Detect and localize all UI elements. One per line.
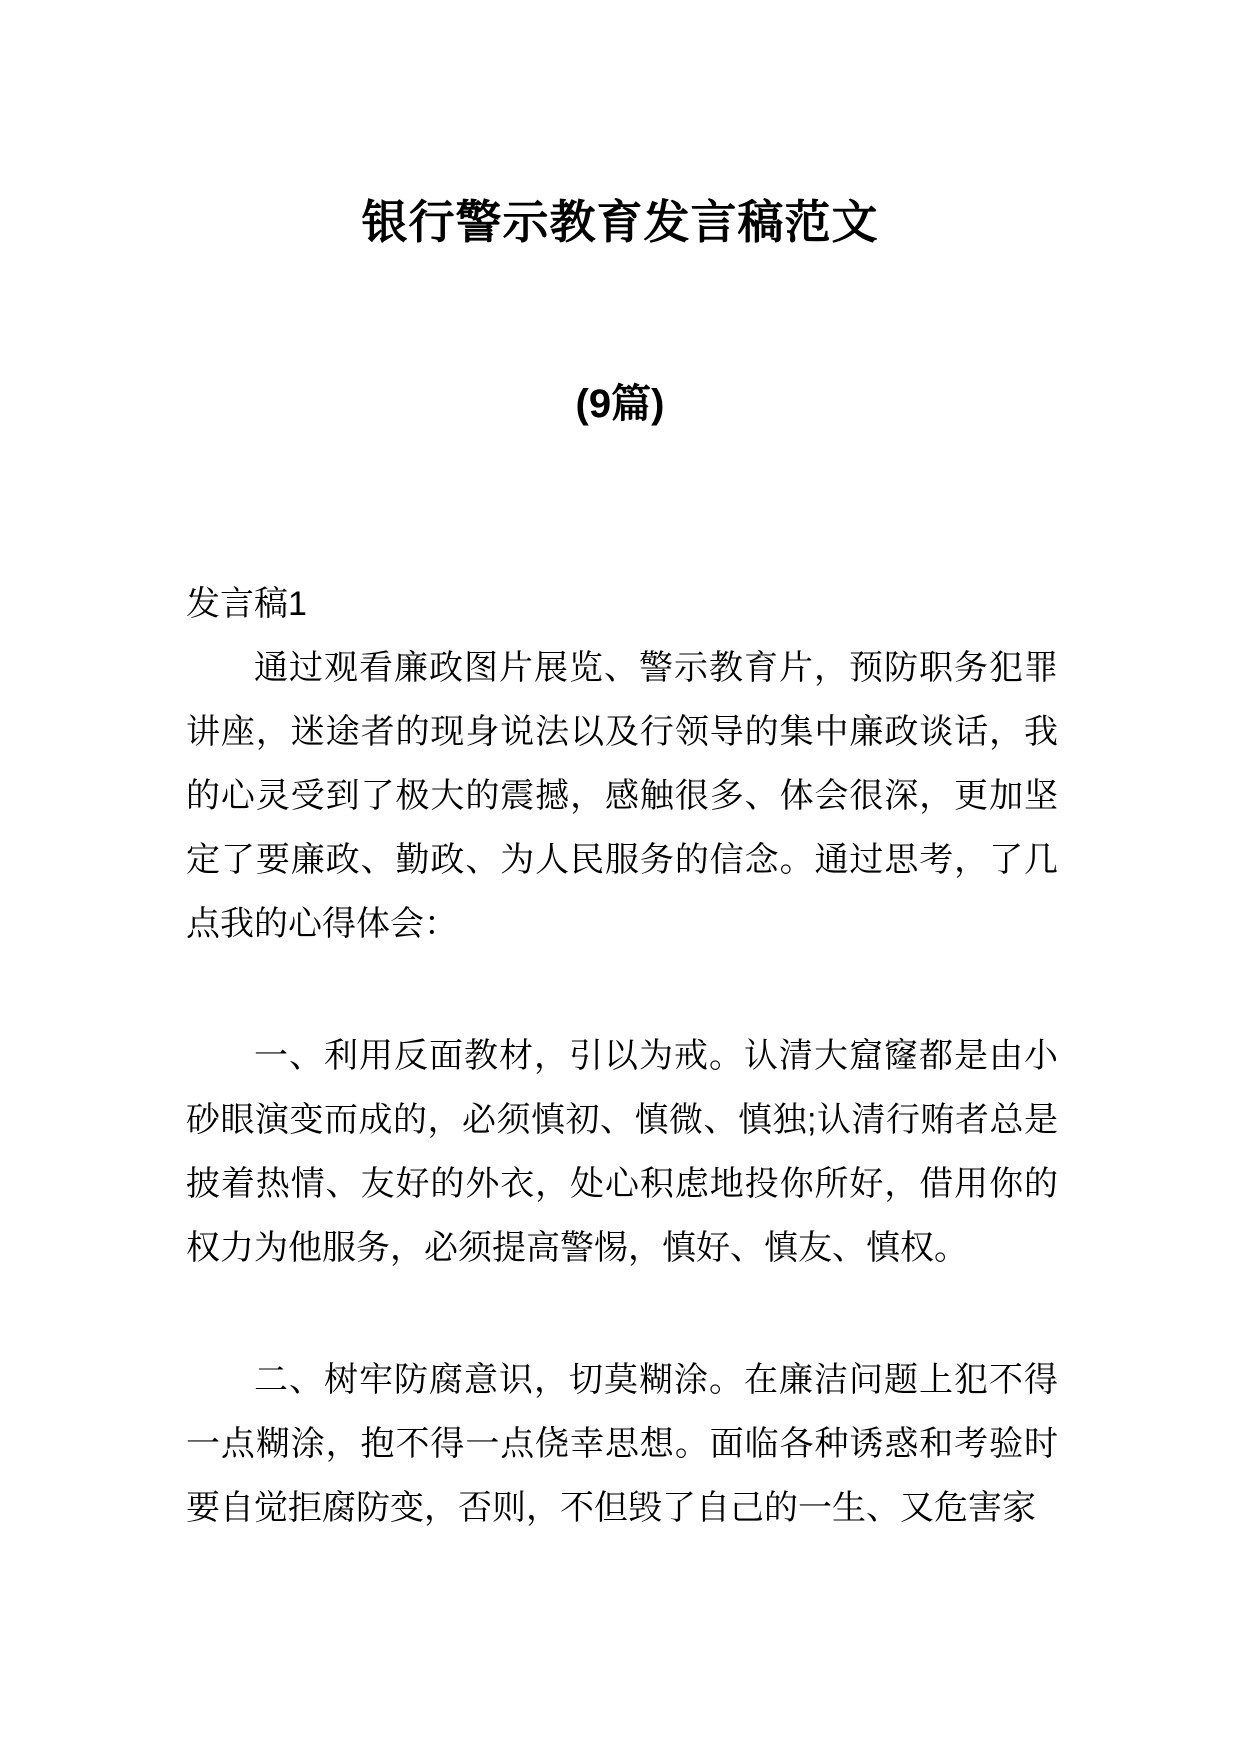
document-subtitle: (9篇) xyxy=(575,382,665,426)
section-label: 发言稿1 xyxy=(186,585,307,623)
document-title: 银行警示教育发言稿范文 xyxy=(361,196,879,248)
document-body xyxy=(186,572,1058,1540)
body-paragraph: 通过观看廉政图片展览、警示教育片，预防职务犯罪讲座，迷途者的现身说法以及行领导的集中廉政谈话，我的心灵受到了极大的震撼，感触很多、体会很深，更加坚定了要廉政、勤政、为人民服务的信念。通过思考，了几点我的心得体会： xyxy=(186,649,1058,943)
body-paragraph: 二、树牢防腐意识，切莫糊涂。在廉洁问题上犯不得一点糊涂，抱不得一点侥幸思想。面临各种诱惑和考验时要自觉拒腐防变，否则，不但毁了自己的一生、又危害家 xyxy=(186,1361,1058,1527)
body-paragraph: 一、利用反面教材，引以为戒。认清大窟窿都是由小砂眼演变而成的，必须慎初、慎微、慎独;认清行贿者总是披着热情、友好的外衣，处心积虑地投你所好，借用你的权力为他服务，必须提高警惕，慎好、慎友、慎权。 xyxy=(186,1037,1058,1267)
